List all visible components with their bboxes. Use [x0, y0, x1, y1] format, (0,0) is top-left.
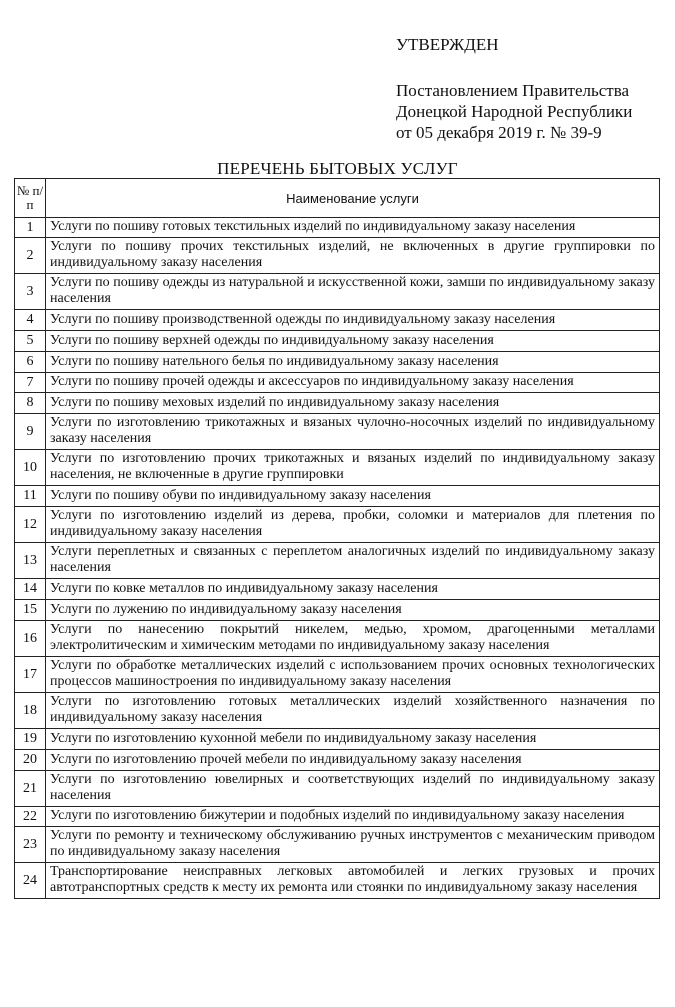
service-name: Услуги по обработке металлических изделий с использованием прочих основных технологических процессов машиностроения по индивидуальному заказу населения — [46, 657, 660, 693]
row-number: 1 — [15, 218, 46, 238]
table-row — [15, 310, 660, 331]
approval-heading: УТВЕРЖДЕН — [396, 35, 499, 54]
row-number: 22 — [15, 807, 46, 827]
service-name: Услуги по изготовлению изделий из дерева, пробки, соломки и материалов для плетения по индивидуальному заказу населения — [46, 507, 660, 543]
row-number: 2 — [15, 238, 46, 274]
table-body — [15, 218, 660, 899]
row-number: 18 — [15, 693, 46, 729]
service-name: Транспортирование неисправных легковых автомобилей и легких грузовых и прочих автотранспортных средств к месту их ремонта или стоянки по индивидуальному заказу населения — [46, 863, 660, 899]
document-title: ПЕРЕЧЕНЬ БЫТОВЫХ УСЛУГ — [217, 159, 458, 178]
service-name: Услуги по пошиву одежды из натуральной и искусственной кожи, замши по индивидуальному заказу населения — [46, 274, 660, 310]
service-name: Услуги переплетных и связанных с переплетом аналогичных изделий по индивидуальному заказу населения — [46, 543, 660, 579]
table-row — [15, 750, 660, 771]
table-header-row — [15, 179, 660, 218]
table-row — [15, 771, 660, 807]
service-name: Услуги по пошиву верхней одежды по индивидуальному заказу населения — [46, 331, 660, 352]
table-row — [15, 543, 660, 579]
service-name: Услуги по пошиву обуви по индивидуальному заказу населения — [46, 486, 660, 507]
table-row — [15, 414, 660, 450]
table-row — [15, 238, 660, 274]
services-table — [14, 178, 660, 899]
service-name: Услуги по лужению по индивидуальному заказу населения — [46, 600, 660, 621]
column-header-name: Наименование услуги — [46, 179, 660, 218]
row-number: 15 — [15, 600, 46, 621]
row-number: 3 — [15, 274, 46, 310]
table-row — [15, 657, 660, 693]
service-name: Услуги по пошиву готовых текстильных изделий по индивидуальному заказу населения — [46, 218, 660, 238]
approval-line-2: Донецкой Народной Республики — [396, 102, 633, 121]
table-row — [15, 600, 660, 621]
table-row — [15, 393, 660, 414]
service-name: Услуги по изготовлению прочей мебели по индивидуальному заказу населения — [46, 750, 660, 771]
table-row — [15, 827, 660, 863]
table-row — [15, 352, 660, 373]
row-number: 5 — [15, 331, 46, 352]
approval-block — [396, 34, 632, 143]
table-row — [15, 507, 660, 543]
row-number: 17 — [15, 657, 46, 693]
service-name: Услуги по нанесению покрытий никелем, медью, хромом, драгоценными металлами электролитическим и химическим методами по индивидуальному заказу населения — [46, 621, 660, 657]
row-number: 11 — [15, 486, 46, 507]
row-number: 24 — [15, 863, 46, 899]
service-name: Услуги по пошиву прочих текстильных изделий, не включенных в другие группировки по индивидуальному заказу населения — [46, 238, 660, 274]
service-name: Услуги по изготовлению готовых металлических изделий хозяйственного назначения по индивидуальному заказу населения — [46, 693, 660, 729]
row-number: 8 — [15, 393, 46, 414]
row-number: 7 — [15, 373, 46, 393]
table-row — [15, 450, 660, 486]
row-number: 4 — [15, 310, 46, 331]
table-row — [15, 621, 660, 657]
row-number: 16 — [15, 621, 46, 657]
service-name: Услуги по изготовлению трикотажных и вязаных чулочно-носочных изделий по индивидуальному заказу населения — [46, 414, 660, 450]
row-number: 23 — [15, 827, 46, 863]
table-row — [15, 729, 660, 750]
service-name: Услуги по изготовлению кухонной мебели по индивидуальному заказу населения — [46, 729, 660, 750]
service-name: Услуги по пошиву производственной одежды по индивидуальному заказу населения — [46, 310, 660, 331]
row-number: 13 — [15, 543, 46, 579]
row-number: 19 — [15, 729, 46, 750]
table-row — [15, 807, 660, 827]
service-name: Услуги по пошиву меховых изделий по индивидуальному заказу населения — [46, 393, 660, 414]
row-number: 12 — [15, 507, 46, 543]
row-number: 6 — [15, 352, 46, 373]
service-name: Услуги по пошиву нательного белья по индивидуальному заказу населения — [46, 352, 660, 373]
row-number: 10 — [15, 450, 46, 486]
table-row — [15, 373, 660, 393]
table-row — [15, 693, 660, 729]
row-number: 20 — [15, 750, 46, 771]
approval-line-1: Постановлением Правительства — [396, 81, 630, 100]
table-row — [15, 579, 660, 600]
row-number: 14 — [15, 579, 46, 600]
table-row — [15, 486, 660, 507]
service-name: Услуги по ремонту и техническому обслуживанию ручных инструментов с механическим приводом по индивидуальному заказу населения — [46, 827, 660, 863]
row-number: 9 — [15, 414, 46, 450]
approval-line-3: от 05 декабря 2019 г. № 39-9 — [396, 123, 602, 142]
service-name: Услуги по изготовлению прочих трикотажных и вязаных изделий по индивидуальному заказу населения, не включенные в другие группировки — [46, 450, 660, 486]
service-name: Услуги по ковке металлов по индивидуальному заказу населения — [46, 579, 660, 600]
table-row — [15, 331, 660, 352]
table-row — [15, 274, 660, 310]
table-row — [15, 863, 660, 899]
row-number: 21 — [15, 771, 46, 807]
column-header-number: № п/п — [15, 179, 46, 218]
service-name: Услуги по изготовлению бижутерии и подобных изделий по индивидуальному заказу населения — [46, 807, 660, 827]
service-name: Услуги по изготовлению ювелирных и соответствующих изделий по индивидуальному заказу населения — [46, 771, 660, 807]
service-name: Услуги по пошиву прочей одежды и аксессуаров по индивидуальному заказу населения — [46, 373, 660, 393]
table-row — [15, 218, 660, 238]
